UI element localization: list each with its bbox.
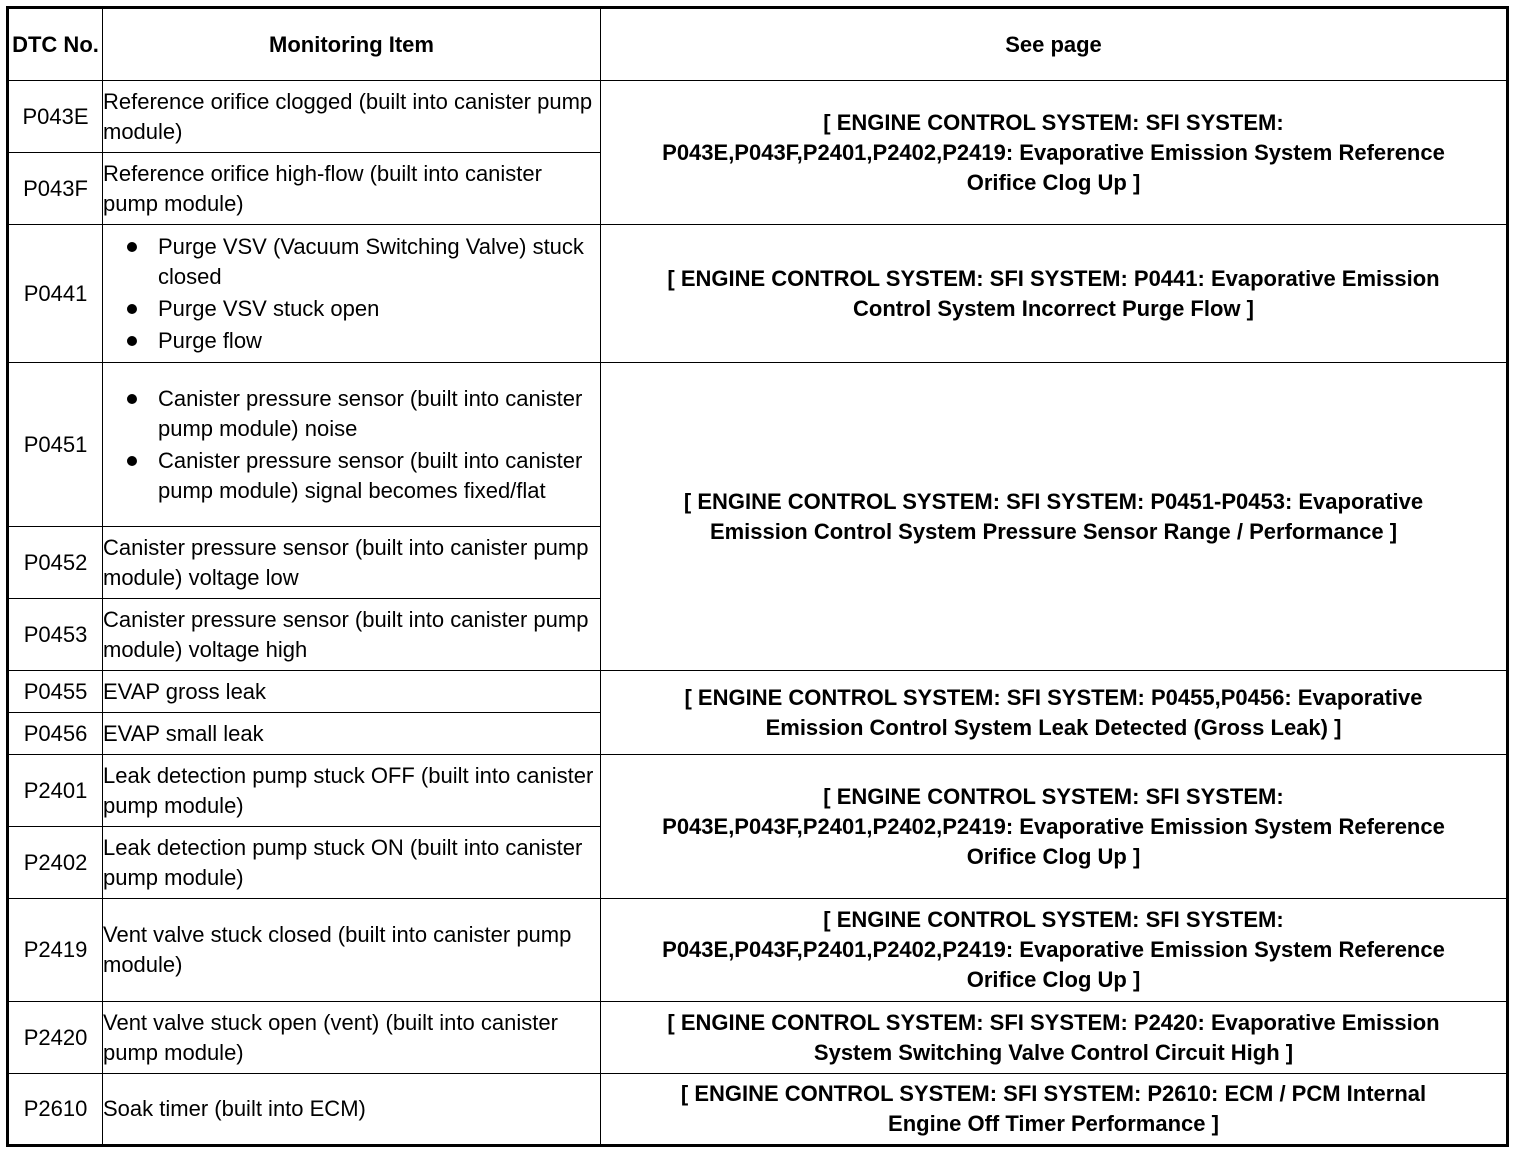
header-row xyxy=(8,8,1508,81)
list-item: Purge VSV (Vacuum Switching Valve) stuck closed xyxy=(127,232,596,292)
see-page-reference[interactable]: [ ENGINE CONTROL SYSTEM: SFI SYSTEM: P043E,P043F,P2401,P2402,P2419: Evaporative Emission System Reference Orifice Clog Up ] xyxy=(601,755,1508,899)
monitoring-item xyxy=(103,363,601,527)
dtc-code: P2401 xyxy=(8,755,103,827)
dtc-code: P0453 xyxy=(8,599,103,671)
bullet-list xyxy=(103,384,600,506)
see-page-reference[interactable]: [ ENGINE CONTROL SYSTEM: SFI SYSTEM: P0451-P0453: Evaporative Emission Control System Pressure Sensor Range / Performance ] xyxy=(601,363,1508,671)
bullet-icon xyxy=(127,242,137,252)
monitoring-item: Vent valve stuck open (vent) (built into canister pump module) xyxy=(103,1002,601,1074)
bullet-icon xyxy=(127,456,137,466)
header-see-page: See page xyxy=(601,8,1508,81)
monitoring-item: EVAP small leak xyxy=(103,713,601,755)
monitoring-item: Canister pressure sensor (built into canister pump module) voltage low xyxy=(103,527,601,599)
monitoring-item: EVAP gross leak xyxy=(103,671,601,713)
see-page-reference[interactable]: [ ENGINE CONTROL SYSTEM: SFI SYSTEM: P0441: Evaporative Emission Control System Incorrect Purge Flow ] xyxy=(601,225,1508,363)
dtc-code: P2419 xyxy=(8,899,103,1002)
see-page-reference[interactable]: [ ENGINE CONTROL SYSTEM: SFI SYSTEM: P2610: ECM / PCM Internal Engine Off Timer Performance ] xyxy=(601,1074,1508,1146)
table-row xyxy=(8,1002,1508,1074)
dtc-code: P2420 xyxy=(8,1002,103,1074)
bullet-icon xyxy=(127,336,137,346)
dtc-table xyxy=(6,6,1509,1147)
see-page-reference[interactable]: [ ENGINE CONTROL SYSTEM: SFI SYSTEM: P043E,P043F,P2401,P2402,P2419: Evaporative Emission System Reference Orifice Clog Up ] xyxy=(601,81,1508,225)
monitoring-item xyxy=(103,225,601,363)
table-row xyxy=(8,363,1508,527)
list-item: Purge VSV stuck open xyxy=(127,294,596,324)
see-page-reference[interactable]: [ ENGINE CONTROL SYSTEM: SFI SYSTEM: P2420: Evaporative Emission System Switching Valve Control Circuit High ] xyxy=(601,1002,1508,1074)
dtc-code: P043E xyxy=(8,81,103,153)
bullet-icon xyxy=(127,394,137,404)
header-dtc-no: DTC No. xyxy=(8,8,103,81)
table-row xyxy=(8,81,1508,153)
dtc-code: P2610 xyxy=(8,1074,103,1146)
see-page-reference[interactable]: [ ENGINE CONTROL SYSTEM: SFI SYSTEM: P043E,P043F,P2401,P2402,P2419: Evaporative Emission System Reference Orifice Clog Up ] xyxy=(601,899,1508,1002)
table-row xyxy=(8,671,1508,713)
see-page-reference[interactable]: [ ENGINE CONTROL SYSTEM: SFI SYSTEM: P0455,P0456: Evaporative Emission Control System Leak Detected (Gross Leak) ] xyxy=(601,671,1508,755)
table-row xyxy=(8,225,1508,363)
dtc-code: P0451 xyxy=(8,363,103,527)
header-monitoring-item: Monitoring Item xyxy=(103,8,601,81)
monitoring-item: Soak timer (built into ECM) xyxy=(103,1074,601,1146)
table-row xyxy=(8,1074,1508,1146)
dtc-code: P043F xyxy=(8,153,103,225)
monitoring-item: Leak detection pump stuck OFF (built into canister pump module) xyxy=(103,755,601,827)
monitoring-item: Leak detection pump stuck ON (built into canister pump module) xyxy=(103,827,601,899)
dtc-code: P0455 xyxy=(8,671,103,713)
dtc-code: P2402 xyxy=(8,827,103,899)
list-item: Canister pressure sensor (built into canister pump module) signal becomes fixed/flat xyxy=(127,446,596,506)
monitoring-item: Canister pressure sensor (built into canister pump module) voltage high xyxy=(103,599,601,671)
monitoring-item: Reference orifice high-flow (built into canister pump module) xyxy=(103,153,601,225)
bullet-icon xyxy=(127,304,137,314)
dtc-code: P0456 xyxy=(8,713,103,755)
table-row xyxy=(8,899,1508,1002)
monitoring-item: Reference orifice clogged (built into canister pump module) xyxy=(103,81,601,153)
monitoring-item: Vent valve stuck closed (built into canister pump module) xyxy=(103,899,601,1002)
list-item: Purge flow xyxy=(127,326,596,356)
table-row xyxy=(8,755,1508,827)
dtc-code: P0441 xyxy=(8,225,103,363)
list-item: Canister pressure sensor (built into canister pump module) noise xyxy=(127,384,596,444)
dtc-code: P0452 xyxy=(8,527,103,599)
bullet-list xyxy=(103,232,600,356)
